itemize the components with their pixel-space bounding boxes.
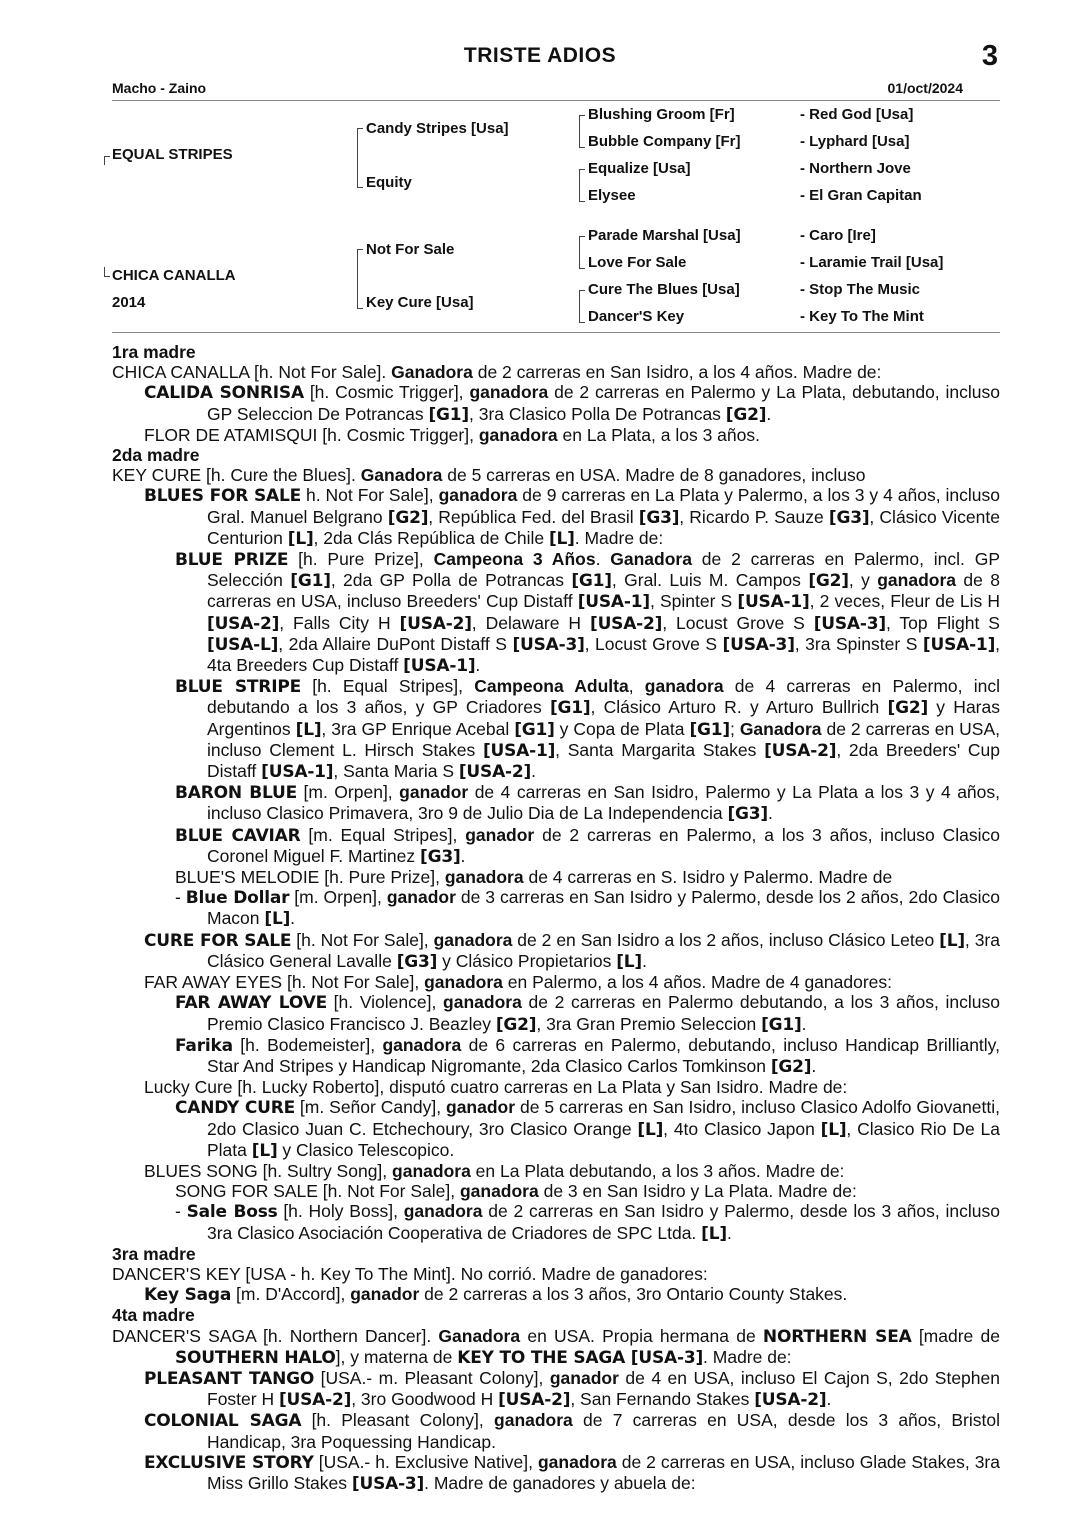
highlight-text: [L] (820, 1119, 847, 1140)
bold-text: ganadora (537, 1451, 617, 1472)
produce-entry (112, 1097, 1000, 1161)
highlight-text: [L] (616, 951, 642, 972)
text-run: , 2 veces, Fleur de Lis H (809, 591, 1000, 612)
text-run: [m. Equal Stripes], (300, 824, 466, 845)
sire-name: EQUAL STRIPES (112, 146, 233, 163)
bold-text: ganador (465, 824, 535, 845)
highlight-text: [G1] (689, 719, 730, 740)
bold-text: ganadora (478, 424, 558, 445)
text-run: y Copa de Plata (554, 718, 690, 739)
text-run: . (475, 655, 481, 676)
pedigree-gen4-2: - Lyphard [Usa] (800, 133, 910, 150)
highlight-text: [L] (287, 528, 314, 549)
text-run: [h. Cosmic Trigger], (303, 382, 470, 403)
produce-entry (112, 1368, 1000, 1410)
text-run: [m. D'Accord], (231, 1284, 351, 1305)
text-run: ; (729, 718, 740, 739)
pedigree-gen3-5: Parade Marshal [Usa] (588, 227, 741, 244)
highlight-text: [G2] (808, 571, 849, 592)
highlight-text: [L] (939, 930, 965, 951)
text-run: , 4to Clasico Japon (663, 1118, 821, 1139)
text-run: [m. Señor Candy], (295, 1097, 446, 1118)
text-run: de 5 carreras en San Isidro, incluso Clasico Adolfo Giovanetti, 2do Clasico Juan C. Etchechoury, 3ro Clasico Orange (207, 1097, 1001, 1139)
highlight-text: SOUTHERN HALO (175, 1347, 336, 1368)
pedigree-gen4-6: - Laramie Trail [Usa] (800, 254, 944, 271)
highlight-text: [G3] (420, 846, 461, 867)
bold-text: Ganadora (739, 718, 822, 739)
text-run: . (811, 1055, 817, 1076)
pedigree-gen3-8: Dancer'S Key (588, 308, 685, 325)
text-run: , 3ra Clásico General Lavalle (207, 929, 1000, 971)
produce-entry (112, 972, 1000, 992)
text-run: de 6 carreras en Palermo, debutando, incluso Handicap Brilliantly, Star And Stripes y Handicap Nigromante, 2da Clasico Carlos Tomkinson (207, 1034, 1000, 1076)
bold-text: ganadora (382, 1034, 462, 1055)
pedigree-gen2-4: Key Cure [Usa] (366, 294, 474, 311)
pedigree-gen3-1: Blushing Groom [Fr] (588, 106, 735, 123)
text-run: , Spinter S (649, 591, 738, 612)
section-heading-1: 1ra madre (112, 342, 196, 362)
produce-entry (112, 485, 1000, 549)
produce-entry (112, 825, 1000, 867)
text-run: . (460, 845, 466, 866)
sire-bracket (104, 156, 110, 165)
text-run: de 2 carreras a los 3 años, 3ro Ontario County Stakes. (419, 1284, 848, 1305)
highlight-text: [USA-2] (754, 1390, 827, 1411)
text-run: [m. Orpen], (297, 782, 400, 803)
bold-text: ganadora (459, 1181, 539, 1202)
gen2-bracket-bottom (357, 249, 363, 309)
bold-text: ganadora (644, 676, 724, 697)
text-run: de 2 carreras en Palermo debutando, a los 3 años, incluso Premio Clasico Francisco J. Beazley (207, 992, 1000, 1034)
text-run: y Clásico Propietarios (437, 950, 617, 971)
bold-text: ganador (399, 782, 469, 803)
bold-text: ganador (446, 1097, 516, 1118)
highlight-text: FAR AWAY LOVE (175, 993, 327, 1014)
pedigree-gen2-2: Equity (366, 174, 412, 191)
header-divider (112, 100, 1000, 101)
dam-name: CHICA CANALLA (112, 267, 236, 284)
highlight-text: [G3] (727, 804, 768, 825)
dam-year: 2014 (112, 294, 146, 311)
text-run: . (801, 1013, 807, 1034)
highlight-text: NORTHERN SEA (762, 1326, 912, 1347)
text-run: , 2da Breeders' Cup Distaff (207, 739, 1000, 782)
bold-text: ganadora (438, 485, 518, 506)
highlight-text: [USA-2] (590, 613, 663, 634)
produce-entry (112, 887, 1000, 929)
bold-text: Ganadora (610, 549, 692, 570)
text-run: . Madre de: (703, 1346, 792, 1367)
highlight-text: [USA-1] (577, 592, 650, 613)
text-run: KEY CURE [h. Cure the Blues]. (112, 465, 361, 486)
text-run: en Palermo, a los 4 años. Madre de 4 ganadores: (502, 972, 893, 993)
text-run: , 2da GP Polla de Potrancas (330, 570, 572, 591)
text-run: BLUES SONG [h. Sultry Song], (144, 1160, 393, 1181)
dam-entry (112, 465, 1000, 485)
produce-entry (112, 382, 1000, 424)
pedigree-gen3-7: Cure The Blues [Usa] (588, 281, 740, 298)
bold-text: ganador (549, 1367, 619, 1388)
highlight-text: Blue Dollar (185, 888, 290, 909)
highlight-text: [L] (637, 1119, 664, 1140)
text-run: [h. Not For Sale], (291, 929, 434, 950)
highlight-text: [G2] (770, 1056, 812, 1077)
text-run: . Madre de ganadores y abuela de: (424, 1472, 696, 1493)
pedigree-gen3-4: Elysee (588, 187, 636, 204)
highlight-text: Sale Boss (186, 1202, 278, 1223)
text-run: DANCER'S KEY [USA - h. Key To The Mint]. No corrió. Madre de ganadores: (112, 1263, 708, 1284)
text-run: de 4 en USA, incluso El Cajon S, 2do Stephen Foster H (207, 1367, 1000, 1410)
section-heading-4: 4ta madre (112, 1305, 195, 1326)
text-run: . (726, 1222, 732, 1243)
produce-entry (112, 1452, 1000, 1494)
gen3-bracket-1 (579, 115, 585, 148)
text-run: de 2 en San Isidro a los 2 años, incluso Clásico Leteo (512, 929, 940, 950)
produce-entry (112, 930, 1000, 972)
gen3-bracket-2 (579, 169, 585, 202)
text-run: DANCER'S SAGA [h. Northern Dancer]. (112, 1325, 439, 1346)
text-run: de 4 carreras en San Isidro, Palermo y La Plata a los 3 y 4 años, incluso Clasico Primavera, 3ro 9 de Julio Dia de La Independencia (207, 782, 1001, 824)
produce-entry (112, 1410, 1000, 1451)
highlight-text: BARON BLUE (175, 783, 298, 804)
highlight-text: [USA-3] (351, 1473, 425, 1494)
pedigree-gen4-4: - El Gran Capitan (800, 187, 922, 204)
text-run: , Delaware H (471, 612, 590, 633)
bold-text: ganadora (443, 992, 522, 1013)
text-run: , Santa Maria S (333, 761, 459, 782)
text-run: . (826, 1389, 832, 1410)
highlight-text: Key Saga (144, 1285, 232, 1306)
highlight-text: [USA-3] (813, 613, 886, 634)
bold-text: ganadora (392, 1160, 471, 1181)
text-run: - (175, 887, 186, 908)
highlight-text: PLEASANT TANGO (144, 1368, 315, 1389)
text-run: de 3 carreras en San Isidro y Palermo, desde los 2 años, 2do Clasico Macon (207, 887, 1000, 929)
text-run: , Ricardo P. Sauze (679, 506, 829, 527)
highlight-text: [G3] (396, 951, 438, 972)
gen3-bracket-4 (579, 290, 585, 323)
highlight-text: [L] (251, 1140, 278, 1161)
text-run: de 3 en San Isidro y La Plata. Madre de: (538, 1181, 857, 1202)
text-run: , 3ra Gran Premio Seleccion (536, 1013, 762, 1034)
highlight-text: [USA-3] (512, 634, 585, 655)
pedigree-gen4-1: - Red God [Usa] (800, 106, 914, 123)
text-run: de 2 carreras en USA, incluso Glade Stakes, 3ra Miss Grillo Stakes (207, 1451, 1000, 1493)
text-run: de 8 carreras en USA, incluso Breeders' Cup Distaff (207, 570, 1000, 612)
text-run: de 4 carreras en Palermo, incl debutando a los 3 años, y GP Criadores (207, 676, 1000, 718)
bold-text: Ganadora (360, 465, 443, 486)
highlight-text: [USA-1] (482, 740, 556, 761)
pedigree-gen3-3: Equalize [Usa] (588, 160, 691, 177)
text-run: de 9 carreras en La Plata y Palermo, a los 3 y 4 años, incluso Gral. Manuel Belgrano (207, 485, 1001, 527)
text-run: SONG FOR SALE [h. Not For Sale], (175, 1181, 460, 1202)
text-run: de 5 carreras en USA. Madre de 8 ganadores, incluso (442, 465, 866, 486)
text-run: [madre de (911, 1325, 1000, 1346)
text-run: en USA. Propia hermana de (520, 1325, 763, 1346)
text-run: , Locust Grove S (584, 633, 723, 654)
text-run: de 2 carreras en Palermo y La Plata, debutando, incluso GP Seleccion De Potrancas (207, 382, 1001, 424)
highlight-text: EXCLUSIVE STORY (144, 1452, 314, 1473)
text-run: [h. Pleasant Colony], (301, 1410, 495, 1431)
bold-text: ganadora (469, 382, 549, 403)
bold-text: Campeona Adulta (474, 676, 629, 697)
text-run: , 2da Allaire DuPont Distaff S (278, 633, 513, 654)
text-run: de 2 carreras en San Isidro, a los 4 años. Madre de: (472, 362, 882, 383)
text-run: Lucky Cure [h. Lucky Roberto], disputó cuatro carreras en La Plata y San Isidro. Madre de: (144, 1077, 848, 1098)
text-run: de 2 carreras en USA, incluso Clement L. Hirsch Stakes (207, 718, 1000, 760)
text-run: ], y materna de (335, 1346, 458, 1367)
highlight-text: [G3] (828, 507, 870, 528)
text-run: , Clásico Arturo R. y Arturo Bullrich (590, 697, 888, 718)
highlight-text: [G1] (290, 571, 331, 592)
highlight-text: [USA-2] (207, 613, 280, 634)
highlight-text: [G1] (514, 719, 555, 740)
highlight-text: [USA-2] (458, 762, 532, 783)
text-run: en La Plata debutando, a los 3 años. Madre de: (470, 1160, 845, 1181)
highlight-text: CALIDA SONRISA (144, 383, 304, 404)
text-run: , y (848, 570, 878, 591)
text-run: - (175, 1201, 187, 1222)
highlight-text: [USA-1] (261, 762, 334, 783)
highlight-text: [G2] (387, 507, 429, 528)
highlight-text: [L] (701, 1223, 727, 1244)
section-heading-2: 2da madre (112, 445, 200, 466)
produce-entry (112, 782, 1000, 824)
highlight-text: KEY TO THE SAGA [USA-3] (457, 1347, 704, 1368)
text-run: . (767, 803, 773, 824)
highlight-text: [G2] (887, 698, 929, 719)
text-run: [USA.- m. Pleasant Colony], (314, 1367, 550, 1388)
bold-text: Ganadora (438, 1325, 521, 1346)
text-run: y Haras Argentinos (207, 697, 1000, 739)
bold-text: ganadora (444, 867, 524, 888)
text-run: [h. Equal Stripes], (301, 676, 475, 697)
text-run: . (531, 761, 536, 782)
highlight-text: [G3] (638, 507, 680, 528)
bold-text: ganadora (433, 929, 513, 950)
highlight-text: [USA-2] (764, 740, 837, 761)
text-run: , Santa Margarita Stakes (555, 739, 765, 760)
highlight-text: [G1] (549, 698, 591, 719)
highlight-text: [G1] (571, 571, 612, 592)
pedigree-gen2-3: Not For Sale (366, 241, 455, 258)
text-run: en La Plata, a los 3 años. (557, 424, 760, 445)
highlight-text: BLUE CAVIAR (175, 825, 301, 846)
text-run: . (290, 908, 296, 929)
text-run: FAR AWAY EYES [h. Not For Sale], (144, 972, 425, 993)
text-run: . (641, 950, 647, 971)
bold-text: Ganadora (391, 362, 473, 383)
highlight-text: [G1] (761, 1014, 802, 1035)
gen3-bracket-3 (579, 236, 585, 269)
highlight-text: [USA-2] (498, 1390, 571, 1411)
produce-entry (112, 1284, 1000, 1305)
lot-number: 3 (981, 40, 998, 72)
text-run: y Clasico Telescopico. (277, 1139, 455, 1160)
text-run: , Top Flight S (885, 612, 1000, 633)
pedigree-gen4-3: - Northern Jove (800, 160, 911, 177)
gen2-bracket-top (357, 128, 363, 188)
bold-text: Campeona 3 Años (433, 549, 596, 570)
highlight-text: BLUE STRIPE (175, 677, 301, 698)
text-run: . (595, 549, 611, 570)
dam-entry (112, 362, 1000, 382)
highlight-text: [USA-2] (399, 613, 472, 634)
produce-entry (112, 1201, 1000, 1243)
highlight-text: [USA-2] (278, 1390, 352, 1411)
highlight-text: [USA-1] (922, 634, 996, 655)
highlight-text: [USA-1] (403, 656, 476, 677)
text-run: [h. Violence], (327, 992, 444, 1013)
text-run: , (628, 676, 645, 697)
highlight-text: COLONIAL SAGA (144, 1411, 302, 1432)
dam-bracket (104, 267, 110, 277)
family-history (112, 342, 1000, 1494)
pedigree-gen4-7: - Stop The Music (800, 281, 920, 298)
bold-text: ganadora (403, 1201, 483, 1222)
text-run: , 4ta Breeders Cup Distaff (207, 633, 1001, 676)
produce-entry (112, 1035, 1000, 1077)
pedigree-gen4-5: - Caro [Ire] (800, 227, 876, 244)
pedigree-gen3-2: Bubble Company [Fr] (588, 133, 741, 150)
text-run: . (766, 403, 772, 424)
produce-entry (112, 549, 1000, 676)
produce-entry (112, 425, 1000, 445)
highlight-text: [G2] (725, 404, 767, 425)
pedigree-gen3-6: Love For Sale (588, 254, 687, 271)
report-date: 01/oct/2024 (887, 80, 963, 96)
highlight-text: Farika (175, 1035, 233, 1056)
highlight-text: [L] (264, 909, 291, 930)
text-run: , Falls City H (279, 612, 400, 633)
section-heading-3: 3ra madre (112, 1243, 196, 1264)
highlight-text: [L] (548, 528, 575, 549)
text-run: , Clasico Rio De La Plata (207, 1118, 1000, 1160)
produce-entry (112, 867, 1000, 887)
highlight-text: [L] (295, 719, 322, 740)
page-title: TRISTE ADIOS (463, 44, 617, 67)
text-run: de 2 carreras en Palermo, a los 3 años, incluso Clasico Coronel Miguel F. Martinez (207, 824, 1001, 866)
text-run: . Madre de: (574, 527, 664, 548)
highlight-text: [USA-L] (207, 634, 279, 655)
text-run: , 2da Clás República de Chile (313, 527, 549, 548)
highlight-text: [USA-3] (722, 634, 795, 655)
produce-entry (112, 676, 1000, 782)
produce-entry (112, 992, 1000, 1034)
text-run: CHICA CANALLA [h. Not For Sale]. (112, 362, 392, 383)
text-run: [h. Holy Boss], (277, 1201, 404, 1222)
produce-entry (112, 1181, 1000, 1201)
text-run: , Locust Grove S (662, 612, 814, 633)
text-run: , San Fernando Stakes (570, 1389, 755, 1410)
text-run: , República Fed. del Brasil (428, 506, 639, 527)
pedigree-divider (112, 332, 1000, 333)
text-run: de 2 carreras en San Isidro y Palermo, desde los 3 años, incluso 3ra Clasico Asociación Cooperativa de Criadores de SPC Ltda. (207, 1201, 1000, 1243)
highlight-text: CURE FOR SALE (144, 930, 292, 951)
bold-text: ganador (386, 887, 456, 908)
text-run: de 4 carreras en S. Isidro y Palermo. Madre de (523, 867, 893, 888)
text-run: , 3ra Spinster S (794, 633, 923, 654)
text-run: , 3ra Clasico Polla De Potrancas (469, 403, 726, 424)
text-run: , Clásico Vicente Centurion (207, 506, 1000, 548)
bold-text: ganadora (877, 570, 957, 591)
highlight-text: BLUE PRIZE (175, 550, 289, 571)
text-run: , 3ra GP Enrique Acebal (321, 718, 515, 739)
highlight-text: BLUES FOR SALE (144, 486, 302, 507)
text-run: [USA.- h. Exclusive Native], (313, 1451, 538, 1472)
text-run: [h. Pure Prize], (288, 549, 434, 570)
bold-text: ganador (350, 1284, 420, 1305)
dam-entry (112, 1326, 1000, 1368)
highlight-text: [G1] (428, 404, 469, 425)
produce-entry (112, 1161, 1000, 1181)
highlight-text: [G2] (495, 1014, 537, 1035)
text-run: , Gral. Luis M. Campos (611, 570, 809, 591)
sex-color: Macho - Zaino (112, 80, 207, 96)
text-run: de 2 carreras en Palermo, incl. GP Selección (207, 549, 1000, 591)
text-run: , 3ro Goodwood H (351, 1389, 499, 1410)
text-run: de 7 carreras en USA, desde los 3 años, Bristol Handicap, 3ra Poquessing Handicap. (207, 1410, 1000, 1452)
bold-text: ganadora (494, 1410, 573, 1431)
text-run: FLOR DE ATAMISQUI [h. Cosmic Trigger], (144, 424, 479, 445)
dam-entry (112, 1264, 1000, 1284)
pedigree-gen4-8: - Key To The Mint (800, 308, 924, 325)
text-run: BLUE'S MELODIE [h. Pure Prize], (175, 867, 445, 888)
text-run: [m. Orpen], (289, 887, 387, 908)
text-run: [h. Bodemeister], (232, 1034, 383, 1055)
bold-text: ganadora (424, 972, 503, 993)
highlight-text: [USA-1] (737, 592, 810, 613)
produce-entry (112, 1077, 1000, 1097)
text-run: h. Not For Sale], (301, 485, 439, 506)
pedigree-gen2-1: Candy Stripes [Usa] (366, 120, 509, 137)
highlight-text: CANDY CURE (175, 1098, 296, 1119)
